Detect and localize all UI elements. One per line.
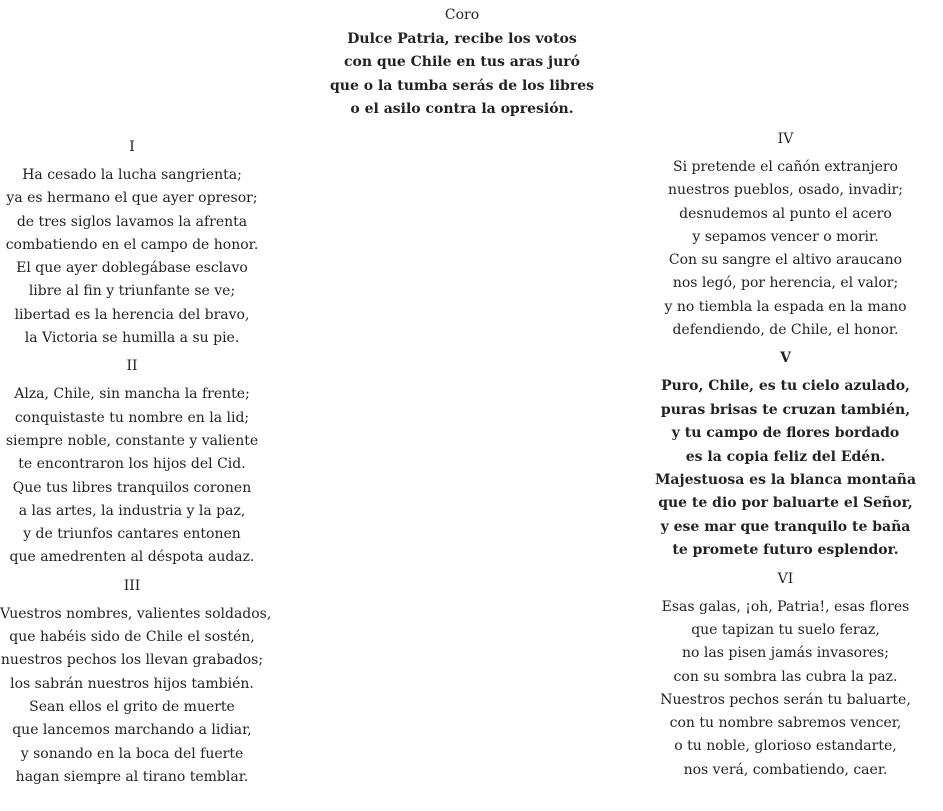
verse-line: Vuestros nombres, valientes soldados,	[0, 605, 272, 622]
verse-line: que te dio por baluarte el Señor,	[658, 495, 913, 512]
verse-line: a las artes, la industria y la paz,	[18, 502, 246, 519]
stanza-heading: IV	[777, 131, 794, 147]
stanza-heading: I	[129, 139, 135, 155]
verse-line: no las pisen jamás invasores;	[682, 645, 889, 662]
verse-line: Si pretende el cañón extranjero	[672, 159, 898, 175]
chorus-lines	[262, 28, 662, 122]
stanza	[628, 129, 943, 342]
verse-line: Que tus libres tranquilos coronen	[12, 479, 252, 496]
stanza	[628, 348, 943, 562]
stanza	[0, 576, 272, 789]
stanza	[0, 137, 264, 350]
verse-line: Puro, Chile, es tu cielo azulado,	[661, 378, 910, 395]
chorus-line: Dulce Patria, recibe los votos	[347, 31, 577, 47]
verse-line: desnudemos al punto el acero	[679, 205, 892, 222]
verse-line: y no tiembla la espada en la mano	[664, 298, 907, 315]
right-column	[628, 129, 943, 788]
verse-line: o tu noble, glorioso estandarte,	[674, 738, 897, 755]
verse-line: nuestros pechos los llevan grabados;	[0, 652, 264, 669]
verse-line: Ha cesado la lucha sangrienta;	[22, 167, 242, 183]
verse-line: que lancemos marchando a lidiar,	[12, 722, 252, 739]
verse-line: defendiendo, de Chile, el honor.	[672, 322, 899, 339]
stanza-lines	[0, 603, 272, 789]
verse-line: El que ayer doblegábase esclavo	[16, 260, 248, 277]
verse-line: combatiendo en el campo de honor.	[5, 236, 259, 253]
verse-line: con su sombra las cubra la paz.	[673, 668, 898, 685]
chorus-heading: Coro	[444, 7, 480, 23]
stanza-heading: VI	[777, 570, 794, 587]
stanza-lines	[0, 383, 264, 569]
verse-line: libertad es la herencia del bravo,	[14, 306, 250, 323]
verse-line: que amedrenten al déspota audaz.	[9, 549, 255, 566]
verse-line: Nuestros pechos serán tu baluarte,	[660, 691, 911, 708]
verse-line: nuestros pueblos, osado, invadir;	[668, 182, 903, 199]
stanza-lines	[0, 164, 264, 350]
verse-line: siempre noble, constante y valiente	[5, 432, 259, 449]
verse-line: con tu nombre sabremos vencer,	[669, 715, 902, 732]
verse-line: es la copia feliz del Edén.	[685, 448, 886, 465]
verse-line: puras brisas te cruzan también,	[660, 401, 911, 418]
stanza	[628, 569, 943, 782]
stanza-lines	[628, 596, 943, 782]
verse-line: que habéis sido de Chile el sostén,	[9, 629, 255, 646]
verse-line: Sean ellos el grito de muerte	[29, 698, 235, 715]
stanza	[0, 356, 264, 569]
verse-line: y sonando en la boca del fuerte	[20, 745, 244, 762]
verse-line: conquistaste tu nombre en la lid;	[14, 409, 250, 426]
chorus-line: o el asilo contra la opresión.	[350, 101, 574, 118]
verse-line: y de triunfos cantares entonen	[23, 526, 241, 543]
verse-line: y sepamos vencer o morir.	[692, 228, 879, 245]
stanza-heading: II	[126, 358, 138, 375]
verse-line: y tu campo de flores bordado	[671, 425, 900, 442]
stanza-heading: V	[780, 350, 791, 367]
verse-line: de tres siglos lavamos la afrenta	[16, 213, 248, 230]
verse-line: te promete futuro esplendor.	[672, 542, 899, 559]
verse-line: ya es hermano el que ayer opresor;	[6, 190, 258, 207]
verse-line: nos legó, por herencia, el valor;	[672, 275, 899, 292]
verse-line: te encontraron los hijos del Cid.	[18, 456, 246, 473]
verse-line: libre al fin y triunfante se ve;	[28, 283, 236, 300]
stanza-lines	[628, 156, 943, 342]
verse-line: la Victoria se humilla a su pie.	[24, 330, 240, 347]
verse-line: Majestuosa es la blanca montaña	[654, 472, 917, 488]
chorus-section	[262, 5, 662, 122]
chorus-line: con que Chile en tus aras juró	[344, 54, 580, 71]
verse-line: y ese mar que tranquilo te baña	[660, 518, 911, 535]
left-column	[0, 137, 272, 795]
verse-line: hagan siempre al tirano temblar.	[15, 768, 249, 785]
verse-line: Con su sangre el altivo araucano	[668, 252, 903, 269]
verse-line: que tapizan tu suelo feraz,	[691, 621, 880, 638]
chorus-line: que o la tumba serás de los libres	[330, 77, 594, 94]
stanza-lines	[628, 375, 943, 562]
verse-line: los sabrán nuestros hijos también.	[10, 675, 254, 692]
verse-line: Alza, Chile, sin mancha la frente;	[14, 386, 250, 403]
stanza-heading: III	[123, 577, 141, 594]
verse-line: nos verá, combatiendo, caer.	[683, 761, 888, 778]
verse-line: Esas galas, ¡oh, Patria!, esas flores	[661, 598, 910, 615]
